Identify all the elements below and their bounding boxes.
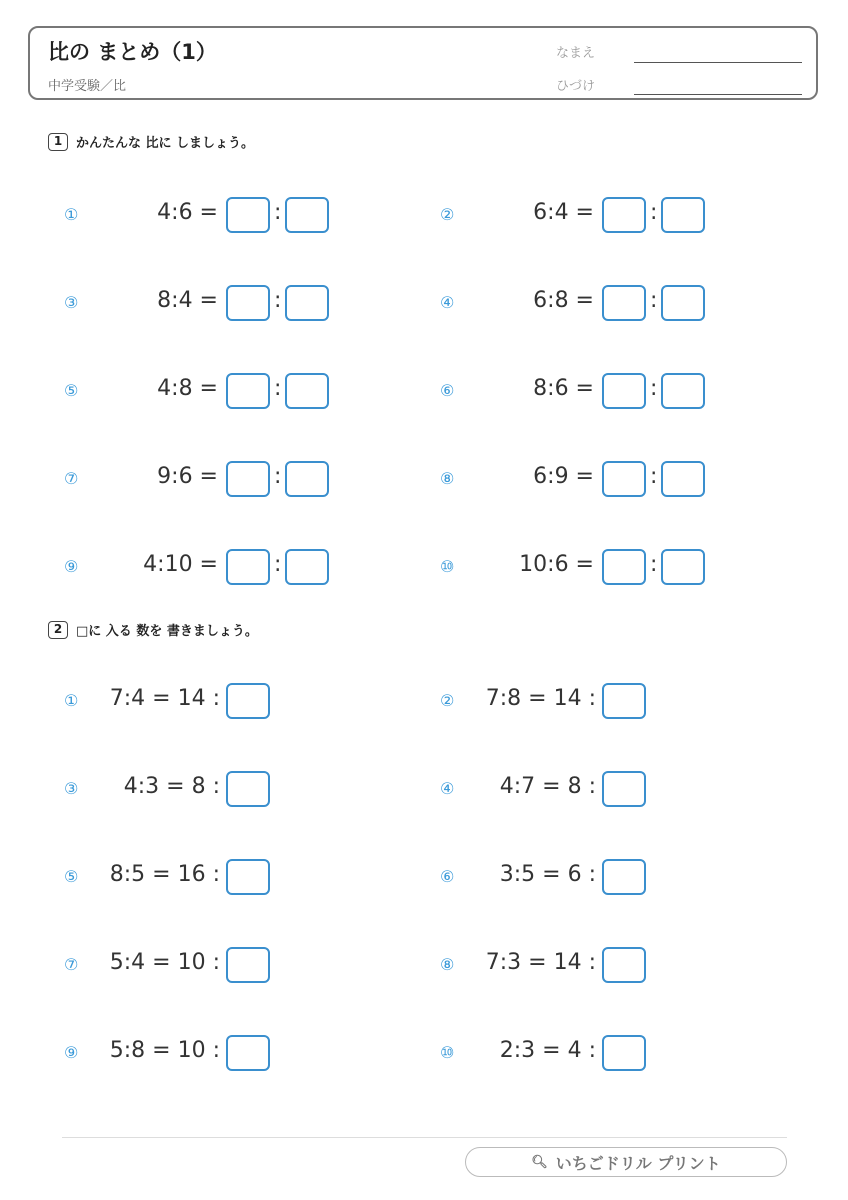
proportion-expression: 2:3 = 4 : [499,1038,596,1063]
answer-box-right[interactable] [285,549,329,585]
ratio-colon: : [274,200,282,225]
problem-number: ⑤ [64,381,79,400]
answer-box-right[interactable] [661,285,705,321]
section-1-number: 1 [48,133,68,151]
answer-box[interactable] [226,859,270,895]
problem-number: ⑨ [64,557,79,576]
brand-badge[interactable] [465,1147,787,1177]
section-2-heading [48,620,258,639]
problem-number: ③ [64,293,79,312]
section-2-instruction: □に 入る 数を 書きましょう。 [76,624,258,639]
answer-box-right[interactable] [661,461,705,497]
ratio-expression: 8:6 = [533,376,594,401]
name-field-line[interactable] [634,62,802,63]
answer-box-left[interactable] [226,461,270,497]
problem-number: ④ [440,779,455,798]
ratio-expression: 10:6 = [519,552,594,577]
section-1-heading [48,132,254,151]
answer-box-right[interactable] [285,461,329,497]
problem-number: ③ [64,779,79,798]
page-title: 比の まとめ（1） [48,40,217,64]
worksheet-header [28,26,818,100]
answer-box[interactable] [602,859,646,895]
problem-number: ⑥ [440,867,455,886]
ratio-colon: : [650,376,658,401]
page-subtitle: 中学受験／比 [48,79,127,94]
proportion-expression: 7:3 = 14 : [485,950,596,975]
ratio-colon: : [274,376,282,401]
answer-box-left[interactable] [602,549,646,585]
problem-number: ① [64,691,79,710]
answer-box-left[interactable] [602,373,646,409]
search-icon: 🔍︎ [531,1154,548,1170]
date-field-line[interactable] [634,94,802,95]
ratio-expression: 6:9 = [533,464,594,489]
ratio-expression: 4:8 = [157,376,218,401]
proportion-expression: 5:4 = 10 : [109,950,220,975]
proportion-expression: 8:5 = 16 : [109,862,220,887]
answer-box-left[interactable] [226,285,270,321]
problem-number: ⑤ [64,867,79,886]
answer-box[interactable] [226,683,270,719]
ratio-colon: : [650,288,658,313]
ratio-expression: 9:6 = [157,464,218,489]
answer-box[interactable] [602,771,646,807]
problem-number: ⑨ [64,1043,79,1062]
problem-number: ⑧ [440,469,455,488]
ratio-colon: : [650,552,658,577]
brand-name: いちごドリル プリント [555,1153,721,1173]
answer-box-left[interactable] [602,197,646,233]
footer-divider [62,1137,787,1138]
problem-number: ⑦ [64,469,79,488]
answer-box[interactable] [602,947,646,983]
answer-box-left[interactable] [226,197,270,233]
ratio-expression: 4:10 = [143,552,218,577]
answer-box-right[interactable] [285,285,329,321]
answer-box-right[interactable] [285,197,329,233]
answer-box[interactable] [602,683,646,719]
ratio-colon: : [274,288,282,313]
ratio-expression: 8:4 = [157,288,218,313]
answer-box[interactable] [226,771,270,807]
proportion-expression: 4:7 = 8 : [499,774,596,799]
answer-box-left[interactable] [602,285,646,321]
ratio-colon: : [650,200,658,225]
proportion-expression: 5:8 = 10 : [109,1038,220,1063]
answer-box-left[interactable] [226,549,270,585]
proportion-expression: 7:8 = 14 : [485,686,596,711]
answer-box-right[interactable] [661,373,705,409]
answer-box[interactable] [602,1035,646,1071]
ratio-colon: : [274,552,282,577]
problem-number: ⑦ [64,955,79,974]
answer-box-right[interactable] [285,373,329,409]
ratio-colon: : [650,464,658,489]
section-1-instruction: かんたんな 比に しましょう。 [76,136,255,151]
name-label: なまえ [556,46,596,61]
date-label: ひづけ [556,79,596,94]
answer-box-right[interactable] [661,197,705,233]
problem-number: ② [440,205,455,224]
answer-box-left[interactable] [226,373,270,409]
problem-number: ① [64,205,79,224]
problem-number: ⑥ [440,381,455,400]
ratio-colon: : [274,464,282,489]
answer-box-right[interactable] [661,549,705,585]
answer-box[interactable] [226,947,270,983]
problem-number: ⑩ [440,1043,455,1062]
ratio-expression: 6:4 = [533,200,594,225]
proportion-expression: 4:3 = 8 : [123,774,220,799]
ratio-expression: 6:8 = [533,288,594,313]
problem-number: ④ [440,293,455,312]
proportion-expression: 3:5 = 6 : [499,862,596,887]
section-2-number: 2 [48,621,68,639]
problem-number: ⑩ [440,557,455,576]
answer-box-left[interactable] [602,461,646,497]
ratio-expression: 4:6 = [157,200,218,225]
answer-box[interactable] [226,1035,270,1071]
problem-number: ⑧ [440,955,455,974]
proportion-expression: 7:4 = 14 : [109,686,220,711]
problem-number: ② [440,691,455,710]
